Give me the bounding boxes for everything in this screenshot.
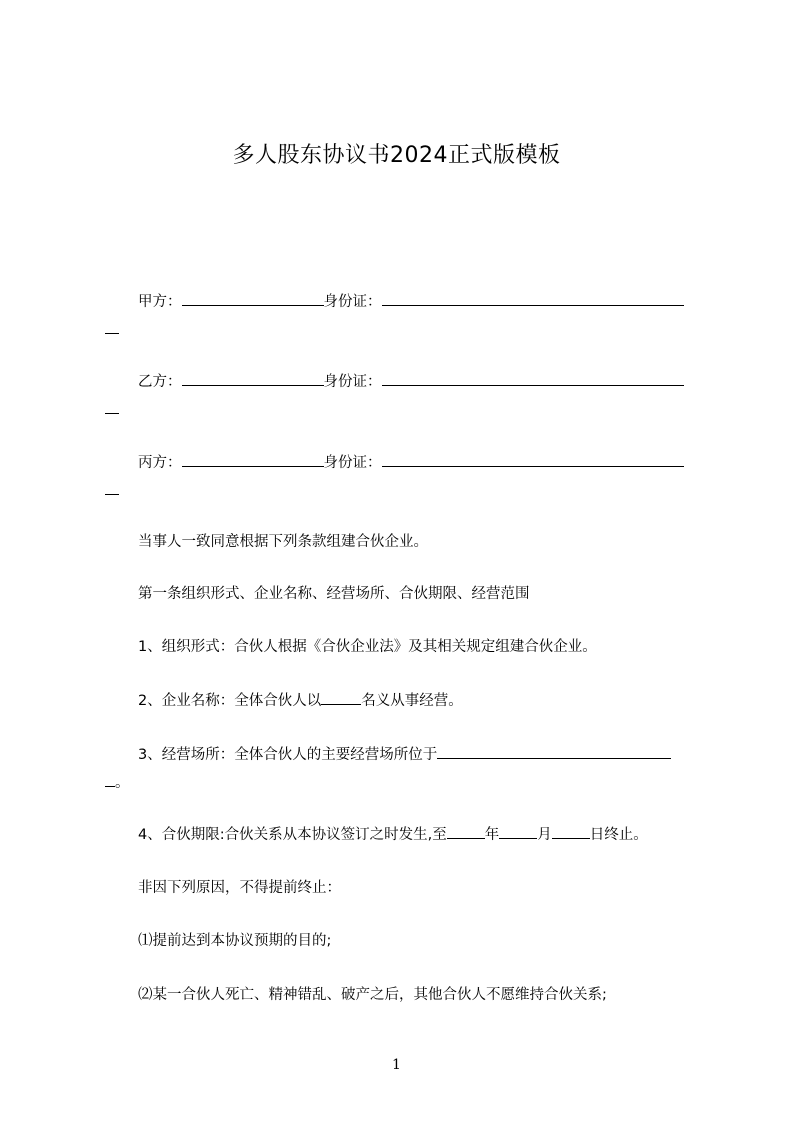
termination-reason-2: ⑵某一合伙人死亡、精神错乱、破产之后，其他合伙人不愿维持合伙关系; <box>138 987 607 1003</box>
clause-3-business-place <box>138 743 671 766</box>
article-1-heading: 第一条组织形式、企业名称、经营场所、合伙期限、经营范围 <box>138 586 530 602</box>
clause-3-end: 。 <box>115 775 130 791</box>
party-b-label: 乙方： <box>138 374 182 390</box>
day-label: 日终止。 <box>589 827 648 843</box>
party-c-name-blank[interactable] <box>182 451 324 467</box>
clause-4-prefix: 4、合伙期限:合伙关系从本协议签订之时发生,至 <box>138 827 447 843</box>
end-day-blank[interactable] <box>552 823 590 839</box>
month-label: 月 <box>537 827 552 843</box>
party-a-blank-continuation <box>105 318 119 341</box>
party-c-id-blank[interactable] <box>382 451 684 467</box>
termination-reason-1: ⑴提前达到本协议预期的目的; <box>138 933 332 949</box>
year-label: 年 <box>484 827 500 843</box>
business-place-blank[interactable] <box>437 743 671 759</box>
party-c-id-blank-cont[interactable] <box>105 479 119 495</box>
party-a-id-blank-cont[interactable] <box>105 318 119 334</box>
clause-2-prefix: 2、企业名称：全体合伙人以 <box>138 693 322 709</box>
clause-2-suffix: 名义从事经营。 <box>361 693 463 709</box>
end-month-blank[interactable] <box>499 823 537 839</box>
party-c-line <box>138 451 684 474</box>
party-c-label: 丙方： <box>138 455 182 471</box>
clause-1-org-form: 1、组织形式：合伙人根据《合伙企业法》及其相关规定组建合伙企业。 <box>138 639 597 655</box>
party-b-id-label: 身份证： <box>323 374 382 390</box>
party-b-blank-continuation <box>105 398 119 421</box>
party-a-label: 甲方： <box>138 294 182 310</box>
party-b-id-blank[interactable] <box>382 370 684 386</box>
party-a-name-blank[interactable] <box>182 290 324 306</box>
party-b-id-blank-cont[interactable] <box>105 398 119 414</box>
party-c-id-label: 身份证： <box>323 455 382 471</box>
early-termination-heading: 非因下列原因，不得提前终止： <box>138 880 341 896</box>
clause-4-term <box>138 823 648 846</box>
intro-paragraph: 当事人一致同意根据下列条款组建合伙企业。 <box>138 534 428 550</box>
party-b-name-blank[interactable] <box>182 370 324 386</box>
party-b-line <box>138 370 684 393</box>
business-place-blank-cont[interactable] <box>105 771 115 787</box>
document-title: 多人股东协议书2024正式版模板 <box>232 143 561 168</box>
party-a-id-label: 身份证： <box>323 294 382 310</box>
party-a-line <box>138 290 684 313</box>
page-number: 1 <box>392 1057 401 1073</box>
party-a-id-blank[interactable] <box>382 290 684 306</box>
clause-2-enterprise-name <box>138 689 463 712</box>
clause-3-continuation <box>105 771 130 794</box>
end-year-blank[interactable] <box>447 823 485 839</box>
enterprise-name-blank[interactable] <box>321 689 361 705</box>
clause-3-prefix: 3、经营场所：全体合伙人的主要经营场所位于 <box>138 747 438 763</box>
party-c-blank-continuation <box>105 479 119 502</box>
